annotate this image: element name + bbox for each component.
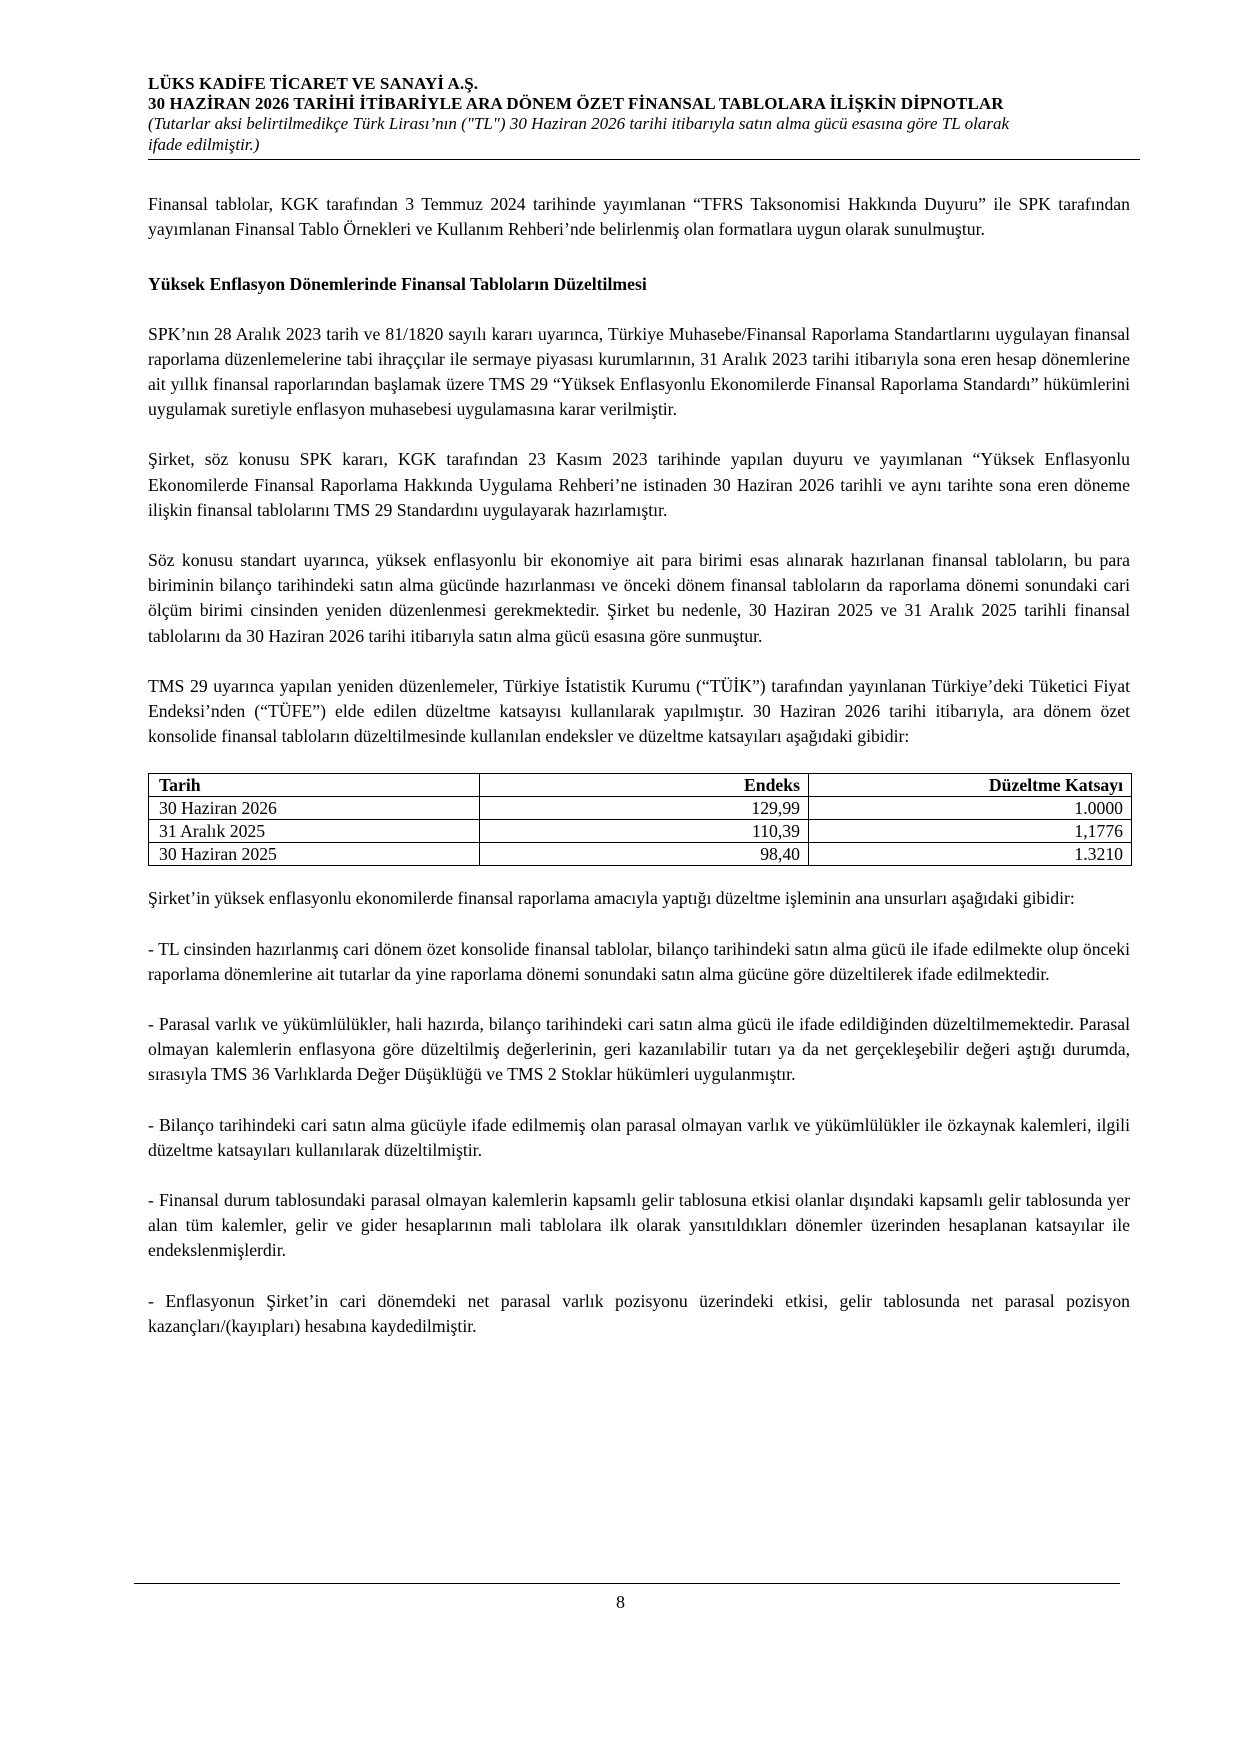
bullet-monetary-items: - Parasal varlık ve yükümlülükler, hali hazırda, bilanço tarihindeki cari satın alma gücü ile ifade edildiğinden düzeltilmemektedir. Parasal olmayan kalemlerin enflasyona göre düzeltilmiş değerlerinin, geri kazanılabilir tutarı ya da net gerçekleşebilir değeri aştığı durumda, sırasıyla TMS 36 Varlıklarda Değer Düşüklüğü ve TMS 2 Stoklar hükümleri uygulanmıştır. xyxy=(148,1014,1130,1085)
section-heading: Yüksek Enflasyon Dönemlerinde Finansal Tabloların Düzeltilmesi xyxy=(148,274,647,295)
bullet-non-monetary-items: - Bilanço tarihindeki cari satın alma gücüyle ifade edilmemiş olan parasal olmayan varlık ve yükümlülükler ile özkaynak kalemleri, ilgili düzeltme katsayıları kullanılarak düzeltilmiştir. xyxy=(148,1114,1130,1160)
paragraph-standard-requirement: Söz konusu standart uyarınca, yüksek enflasyonlu bir ekonomiye ait para birimi esas alınarak hazırlanan finansal tabloların, bu para biriminin bilanço tarihindeki satın alma gücünde hazırlanması ve önceki dönem finansal tabloların da raporlama dönemi sonundaki cari ölçüm birimi cinsinden yeniden düzenlenmesi gerekmektedir. Şirket bu nedenle, 30 Haziran 2025 ve 31 Aralık 2025 tarihli finansal tablolarını da 30 Haziran 2026 tarihi itibarıyla satın alma gücü esasına göre sunmuştur. xyxy=(148,550,1130,646)
paragraph-presentation: Finansal tablolar, KGK tarafından 3 Temmuz 2024 tarihinde yayımlanan “TFRS Taksonomisi Hakkında Duyuru” ile SPK tarafından yayımlanan Finansal Tablo Örnekleri ve Kullanım Rehberi’nde belirlenmiş olan formatlara uygun olarak sunulmuştur. xyxy=(148,194,1130,240)
paragraph-adjustment-elements: Şirket’in yüksek enflasyonlu ekonomilerde finansal raporlama amacıyla yaptığı düzeltme işleminin ana unsurları aşağıdaki gibidir: xyxy=(148,888,1075,909)
bullet-income-statement: - Finansal durum tablosundaki parasal olmayan kalemlerin kapsamlı gelir tablosuna etkisi olanlar dışındaki kapsamlı gelir tablosunda yer alan tüm kalemler, gelir ve gider hesaplarının mali tablolara ilk olarak yansıtıldıkları dönemler üzerinden hesaplanan katsayılar ile endekslenmişlerdir. xyxy=(148,1190,1130,1261)
column-header-index: Endeks xyxy=(480,774,809,797)
paragraph-restatement-method: TMS 29 uyarınca yapılan yeniden düzenlemeler, Türkiye İstatistik Kurumu (“TÜİK”) tarafından yayınlanan Türkiye’deki Tüketici Fiyat Endeksi’nden (“TÜFE”) elde edilen düzeltme katsayısı kullanılarak yapılmıştır. 30 Haziran 2026 tarihi itibarıyla, ara dönem özet konsolide finansal tabloların düzeltilmesinde kullanılan endeksler ve düzeltme katsayıları aşağıdaki gibidir: xyxy=(148,675,1130,747)
cell-index: 110,39 xyxy=(480,820,809,843)
table-header-row xyxy=(149,774,1132,797)
currency-note xyxy=(148,114,1140,155)
page-number: 8 xyxy=(616,1592,625,1612)
document-title: 30 HAZİRAN 2026 TARİHİ İTİBARİYLE ARA DÖNEM ÖZET FİNANSAL TABLOLARA İLİŞKİN DİPNOTLAR xyxy=(148,94,1004,113)
table-row xyxy=(149,820,1132,843)
table-row xyxy=(149,797,1132,820)
cell-index: 98,40 xyxy=(480,843,809,866)
index-table xyxy=(148,773,1132,866)
column-header-coefficient: Düzeltme Katsayı xyxy=(809,774,1132,797)
currency-note-line-1: (Tutarlar aksi belirtilmedikçe Türk Lirası’nın ("TL") 30 Haziran 2026 tarihi itibarıyla satın alma gücü esasına göre TL olarak xyxy=(148,114,1010,133)
cell-date: 31 Aralık 2025 xyxy=(149,820,480,843)
table-row xyxy=(149,843,1132,866)
footer-divider xyxy=(134,1583,1120,1584)
cell-index: 129,99 xyxy=(480,797,809,820)
cell-coefficient: 1.0000 xyxy=(809,797,1132,820)
page-header xyxy=(148,74,1140,160)
currency-note-line-2: ifade edilmiştir.) xyxy=(148,134,260,154)
company-name: LÜKS KADİFE TİCARET VE SANAYİ A.Ş. xyxy=(148,74,479,93)
bullet-net-monetary-position: - Enflasyonun Şirket’in cari dönemdeki net parasal varlık pozisyonu üzerindeki etkisi, gelir tablosunda net parasal pozisyon kazançları/(kayıpları) hesabına kaydedilmiştir. xyxy=(148,1290,1130,1336)
cell-coefficient: 1,1776 xyxy=(809,820,1132,843)
column-header-date: Tarih xyxy=(149,774,480,797)
paragraph-spk-decision: SPK’nın 28 Aralık 2023 tarih ve 81/1820 sayılı kararı uyarınca, Türkiye Muhasebe/Finansal Raporlama Standartlarını uygulayan finansal raporlama düzenlemelerine tabi ihraççılar ile sermaye piyasası kurumlarının, 31 Aralık 2023 tarihi itibarıyla sona eren hesap dönemlerine ait yıllık finansal raporlarından başlamak üzere TMS 29 “Yüksek Enflasyonlu Ekonomilerde Finansal Raporlama Standardı” hükümlerini uygulamak suretiyle enflasyon muhasebesi uygulamasına karar verilmiştir. xyxy=(148,323,1130,420)
cell-coefficient: 1.3210 xyxy=(809,843,1132,866)
cell-date: 30 Haziran 2026 xyxy=(149,797,480,820)
page-body xyxy=(148,192,1130,1339)
paragraph-company-application: Şirket, söz konusu SPK kararı, KGK tarafından 23 Kasım 2023 tarihinde yapılan duyuru ve yayımlanan “Yüksek Enflasyonlu Ekonomilerde Finansal Raporlama Hakkında Uygulama Rehberi’ne istinaden 30 Haziran 2026 tarihli ve aynı tarihte sona eren döneme ilişkin finansal tablolarını TMS 29 Standardını uygulayarak hazırlamıştır. xyxy=(148,449,1130,520)
bullet-current-period: - TL cinsinden hazırlanmış cari dönem özet konsolide finansal tablolar, bilanço tarihindeki satın alma gücü ile ifade edilmekte olup önceki raporlama dönemlerine ait tutarlar da yine raporlama dönemi sonundaki satın alma gücüne göre düzeltilerek ifade edilmektedir. xyxy=(148,938,1130,984)
cell-date: 30 Haziran 2025 xyxy=(149,843,480,866)
